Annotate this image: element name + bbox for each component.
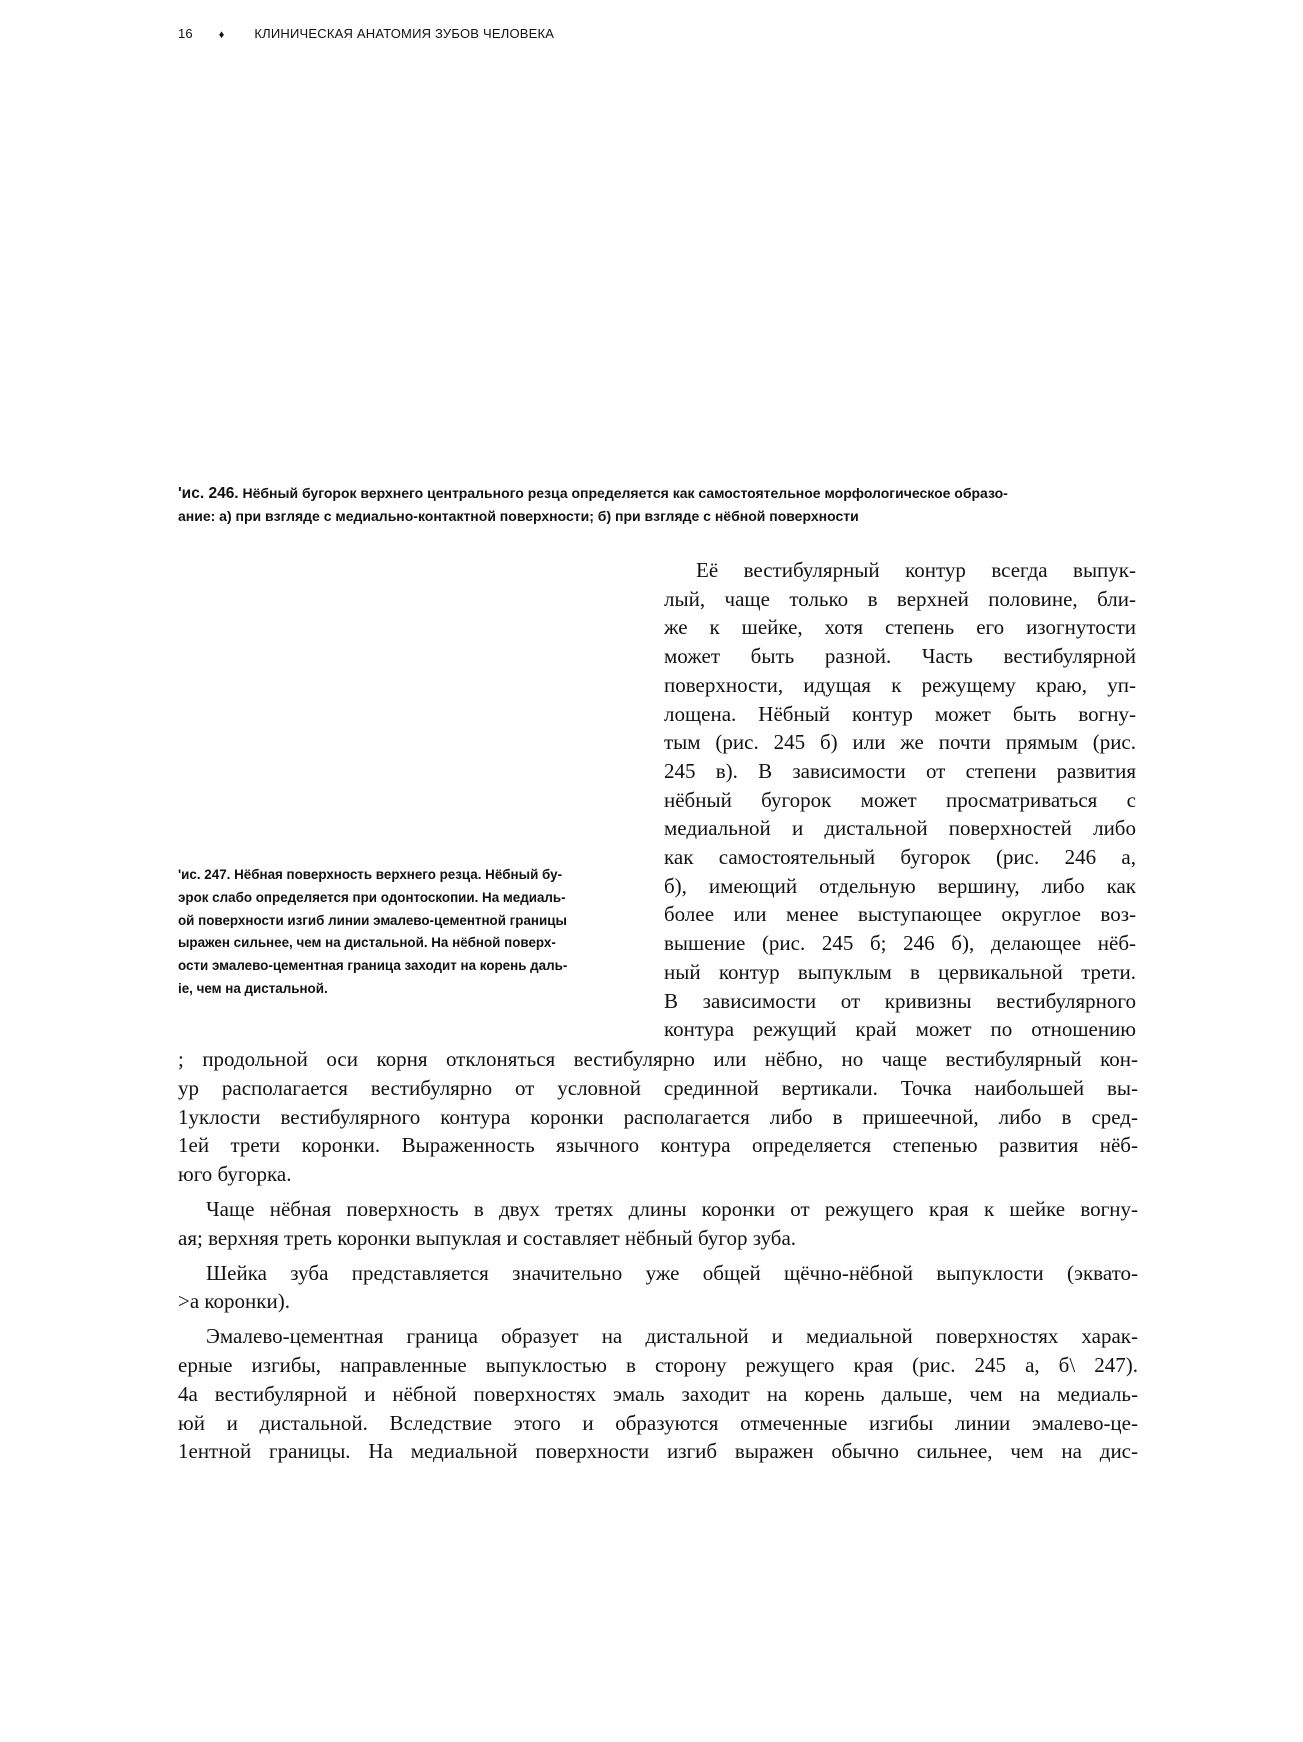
body-line: Её вестибулярный контур всегда выпук- <box>696 558 1136 582</box>
body-line: нёбный бугорок может просматриваться с <box>664 787 1136 812</box>
body-line: может быть разной. Часть вестибулярной <box>664 644 1136 669</box>
caption-247-line: ыражен сильнее, чем на дистальной. На нёбной поверх- <box>178 935 556 951</box>
body-line: 4а вестибулярной и нёбной поверхностях эмаль заходит на корень дальше, чем на медиаль- <box>178 1381 1138 1406</box>
body-line: ; продольной оси корня отклоняться вестибулярно или нёбно, но чаще вестибулярный кон- <box>178 1047 1138 1071</box>
body-line: как самостоятельный бугорок (рис. 246 а, <box>664 845 1136 870</box>
body-line: В зависимости от кривизны вестибулярного <box>664 988 1136 1013</box>
running-header <box>178 26 554 41</box>
body-line: ур располагается вестибулярно от условной срединной вертикали. Точка наибольшей вы- <box>178 1075 1138 1100</box>
body-line: >а коронки). <box>178 1289 290 1314</box>
figure-246-area <box>178 60 1128 470</box>
body-line: ный контур выпуклым в цервикальной трети. <box>664 959 1136 984</box>
body-line: 1ентной границы. На медиальной поверхности изгиб выражен обычно сильнее, чем на дис- <box>178 1439 1138 1464</box>
body-line: лощена. Нёбный контур может быть вогну- <box>664 701 1136 726</box>
right-column-text <box>664 556 1136 1044</box>
caption-247-line: эрок слабо определяется при одонтоскопии. На медиаль- <box>178 889 566 905</box>
page-number: 16 <box>178 26 193 41</box>
paragraph-4 <box>178 1322 1138 1466</box>
paragraph-1 <box>178 1045 1138 1189</box>
body-line: медиальной и дистальной поверхностей либо <box>664 816 1136 841</box>
body-line: вышение (рис. 245 б; 246 б), делающее нёб- <box>664 931 1136 956</box>
body-line: тым (рис. 245 б) или же почти прямым (рис. <box>664 730 1136 755</box>
full-width-text <box>178 1045 1138 1466</box>
body-line: 1уклости вестибулярного контура коронки располагается либо в пришеечной, либо в сред- <box>178 1104 1138 1129</box>
caption-247-line: ie, чем на дистальной. <box>178 980 328 996</box>
caption-246-line-2: ание: а) при взгляде с медиально-контактной поверхности; б) при взгляде с нёбной поверхности <box>178 508 859 524</box>
running-title: КЛИНИЧЕСКАЯ АНАТОМИЯ ЗУБОВ ЧЕЛОВЕКА <box>254 26 555 41</box>
body-line: 1ей трети коронки. Выраженность язычного контура определяется степенью развития нёб- <box>178 1133 1138 1158</box>
body-line: же к шейке, хотя степень его изогнутости <box>664 615 1136 640</box>
diamond-separator-icon: ♦ <box>218 29 225 41</box>
figure-247-caption <box>178 864 638 1001</box>
figure-246-caption <box>178 482 1138 527</box>
body-line: поверхности, идущая к режущему краю, уп- <box>664 672 1136 697</box>
body-line: 245 в). В зависимости от степени развития <box>664 758 1136 783</box>
figure-247-area <box>178 556 638 856</box>
caption-247-line: ости эмалево-цементная граница заходит на корень даль- <box>178 958 568 974</box>
body-line: юй и дистальной. Вследствие этого и образуются отмеченные изгибы линии эмалево-це- <box>178 1410 1138 1435</box>
caption-247-line: ой поверхности изгиб линии эмалево-цементной границы <box>178 912 567 928</box>
paragraph-3 <box>178 1259 1138 1317</box>
paragraph-2 <box>178 1195 1138 1253</box>
caption-246-label: 'ис. 246. <box>178 485 239 502</box>
body-line: контура режущий край может по отношению <box>664 1017 1136 1042</box>
caption-246-line-1 <box>178 482 1138 505</box>
body-line: Чаще нёбная поверхность в двух третях длины коронки от режущего края к шейке вогну- <box>206 1196 1138 1221</box>
body-line: б), имеющий отдельную вершину, либо как <box>664 873 1136 898</box>
body-line: ая; верхняя треть коронки выпуклая и составляет нёбный бугор зуба. <box>178 1225 797 1250</box>
caption-247-line: 'ис. 247. Нёбная поверхность верхнего резца. Нёбный бу- <box>178 867 563 882</box>
caption-246-text-1: Нёбный бугорок верхнего центрального резца определяется как самостоятельное морфологическое образо- <box>242 485 1008 501</box>
body-line: более или менее выступающее округлое воз- <box>664 902 1136 927</box>
body-line: юго бугорка. <box>178 1162 292 1187</box>
body-line: Шейка зуба представляется значительно уже общей щёчно-нёбной выпуклости (эквато- <box>206 1260 1138 1285</box>
body-line: ерные изгибы, направленные выпуклостью в сторону режущего края (рис. 245 а, б\ 247). <box>178 1352 1138 1377</box>
body-line: лый, чаще только в верхней половине, бли- <box>664 586 1136 611</box>
body-line: Эмалево-цементная граница образует на дистальной и медиальной поверхностях харак- <box>206 1324 1138 1349</box>
